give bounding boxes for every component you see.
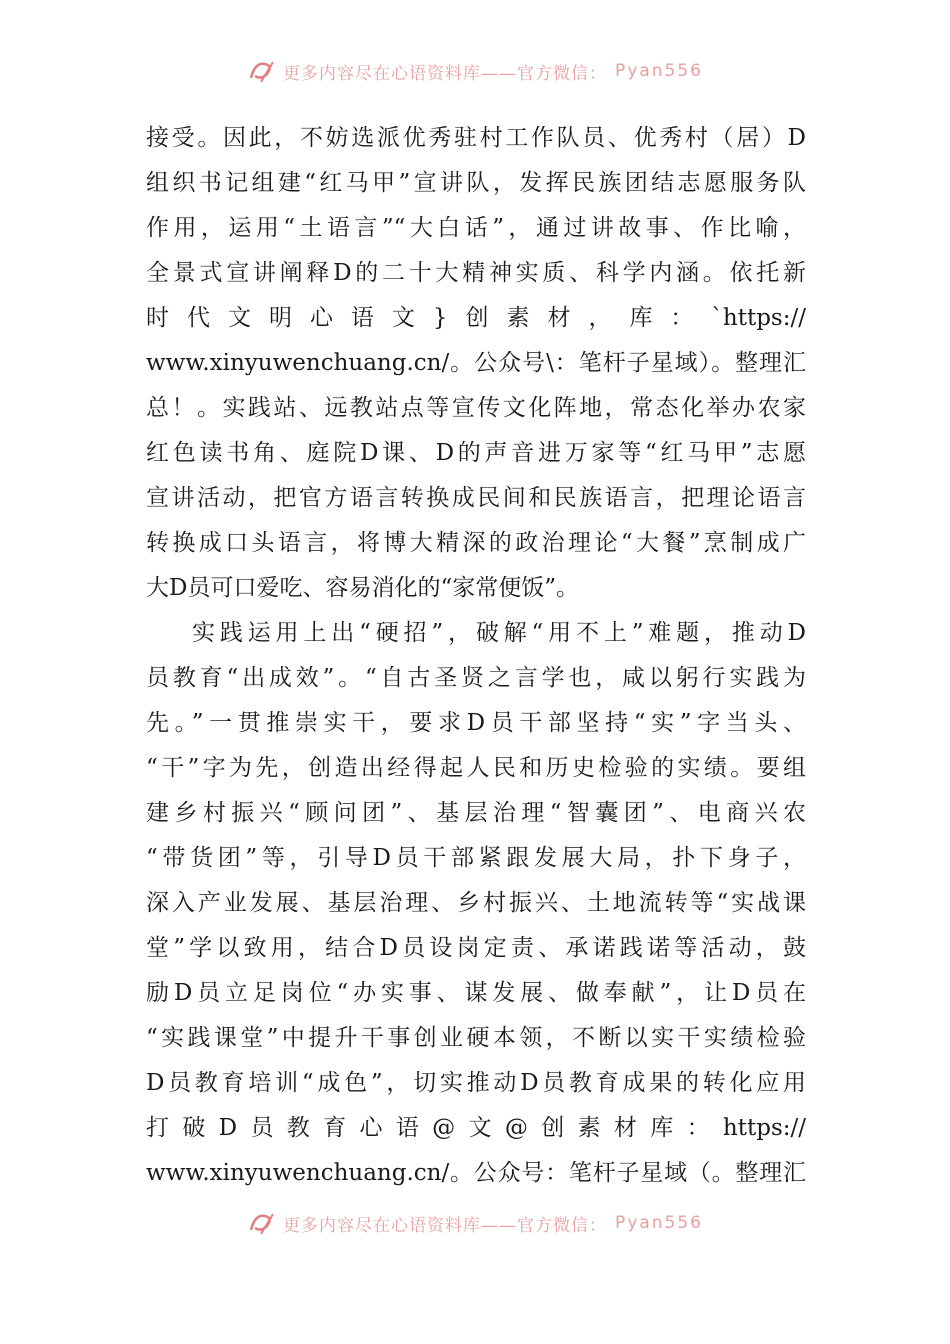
text-line: “带货团”等，引导D员干部紧跟发展大局，扑下身子， [146, 845, 806, 871]
text-line: 深入产业发展、基层治理、乡村振兴、土地流转等“实战课 [146, 890, 806, 916]
text-line: 堂”学以致用，结合D员设岗定责、承诺践诺等活动，鼓 [146, 935, 806, 961]
text-line: 先。”一贯推崇实干，要求D员干部坚持“实”字当头、 [146, 710, 806, 736]
paragraph-2 [146, 611, 806, 1196]
footer-watermark [0, 1206, 950, 1240]
text-line: www.xinyuwenchuang.cn/。公众号\：笔杆子星域）。整理汇 [146, 350, 806, 376]
text-line: 实践运用上出“硬招”，破解“用不上”难题，推动D [192, 620, 806, 646]
text-line: 转换成口头语言，将博大精深的政治理论“大餐”烹制成广 [146, 530, 806, 556]
text-line: 红色读书角、庭院D课、D的声音进万家等“红马甲”志愿 [146, 440, 806, 466]
text-line: 作用，运用“土语言”“大白话”，通过讲故事、作比喻， [146, 215, 806, 241]
text-line: 组织书记组建“红马甲”宣讲队，发挥民族团结志愿服务队 [146, 170, 806, 196]
paragraph-1 [146, 116, 806, 611]
pen-logo-icon [247, 58, 277, 84]
text-line: 时代文明心语文}创素材，库：`https:// [146, 305, 806, 331]
text-line: “干”字为先，创造出经得起人民和历史检验的实绩。要组 [146, 755, 806, 781]
text-line: 总！。实践站、远教站点等宣传文化阵地，常态化举办农家 [146, 395, 806, 421]
watermark-handle: Pyan556 [615, 61, 703, 81]
header-watermark [0, 54, 950, 88]
text-line: 全景式宣讲阐释D的二十大精神实质、科学内涵。依托新 [146, 260, 806, 286]
text-line: D员教育培训“成色”，切实推动D员教育成果的转化应用 [146, 1070, 806, 1096]
watermark-text: 更多内容尽在心语资料库——官方微信： [283, 63, 608, 84]
watermark-handle: Pyan556 [615, 1213, 703, 1233]
watermark-text: 更多内容尽在心语资料库——官方微信： [283, 1215, 608, 1236]
text-line: www.xinyuwenchuang.cn/。公众号：笔杆子星域（。整理汇 [146, 1160, 806, 1186]
text-line: “实践课堂”中提升干事创业硬本领，不断以实干实绩检验 [146, 1025, 806, 1051]
pen-logo-icon [247, 1210, 277, 1236]
document-body [146, 116, 806, 1196]
text-line: 励D员立足岗位“办实事、谋发展、做奉献”，让D员在 [146, 980, 806, 1006]
text-line: 大D员可口爱吃、容易消化的“家常便饭”。 [146, 575, 579, 601]
text-line: 建乡村振兴“顾问团”、基层治理“智囊团”、电商兴农 [146, 800, 806, 826]
text-line: 宣讲活动，把官方语言转换成民间和民族语言，把理论语言 [146, 485, 806, 511]
text-line: 打破D员教育心语@文@创素材库：https:// [146, 1115, 806, 1141]
text-line: 接受。因此，不妨选派优秀驻村工作队员、优秀村（居）D [146, 125, 806, 151]
text-line: 员教育“出成效”。“自古圣贤之言学也，咸以躬行实践为 [146, 665, 806, 691]
